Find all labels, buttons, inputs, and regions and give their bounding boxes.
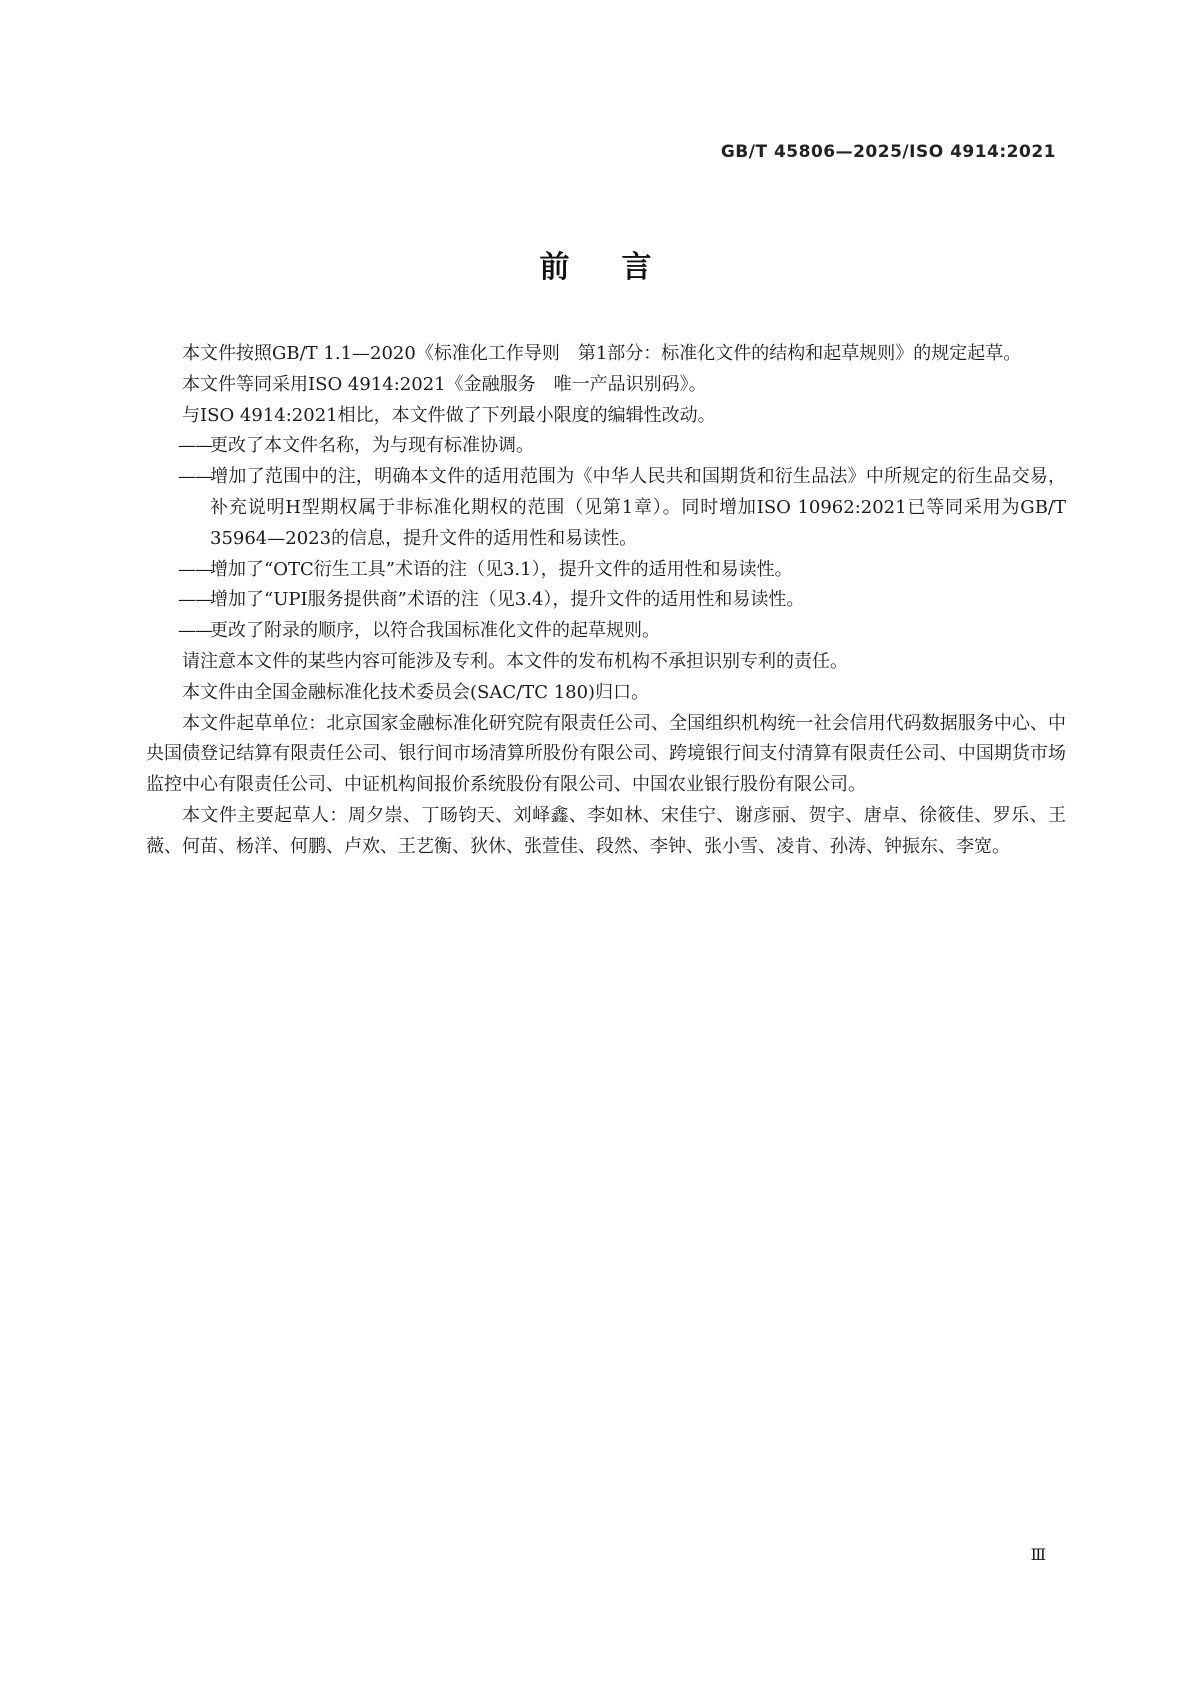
page-number: Ⅲ xyxy=(1030,1545,1046,1564)
dash-marker: —— xyxy=(178,620,212,642)
list-item xyxy=(146,616,1066,647)
paragraph: 请注意本文件的某些内容可能涉及专利。本文件的发布机构不承担识别专利的责任。 xyxy=(182,650,848,672)
paragraph: 本文件等同采用ISO 4914:2021《金融服务 唯一产品识别码》。 xyxy=(182,373,707,395)
paragraph: 本文件起草单位：北京国家金融标准化研究院有限责任公司、全国组织机构统一社会信用代码数据服务中心、中央国债登记结算有限责任公司、银行间市场清算所股份有限公司、跨境银行间支付清算有限责任公司、中国期货市场监控中心有限责任公司、中证机构间报价系统股份有限公司、中国农业银行股份有限公司。 xyxy=(146,712,1066,796)
page-title: 前言 xyxy=(539,250,704,285)
list-item-text: 增加了范围中的注，明确本文件的适用范围为《中华人民共和国期货和衍生品法》中所规定的衍生品交易，补充说明H型期权属于非标准化期权的范围（见第1章）。同时增加ISO 10962:2021已等同采用为GB/T 35964—2023的信息，提升文件的适用性和易读性。 xyxy=(210,466,1066,549)
standard-code: GB/T 45806—2025/ISO 4914:2021 xyxy=(720,142,1056,162)
document-body xyxy=(146,339,1066,863)
dash-marker: —— xyxy=(178,558,212,580)
list-item xyxy=(146,462,1066,554)
list-item-text: 更改了本文件名称，为与现有标准协调。 xyxy=(210,435,534,457)
list-item-text: 更改了附录的顺序，以符合我国标准化文件的起草规则。 xyxy=(210,620,660,642)
list-item xyxy=(146,555,1066,586)
list-item xyxy=(146,431,1066,462)
paragraph: 本文件按照GB/T 1.1—2020《标准化工作导则 第1部分：标准化文件的结构和起草规则》的规定起草。 xyxy=(182,343,1022,364)
paragraph: 本文件主要起草人：周夕崇、丁旸钧天、刘峄鑫、李如林、宋佳宁、谢彦丽、贺宇、唐卓、徐筱佳、罗乐、王薇、何苗、杨洋、何鹏、卢欢、王艺衡、狄休、张萱佳、段然、李钟、张小雪、凌肯、孙涛、钟振东、李宽。 xyxy=(146,804,1066,857)
paragraph: 与ISO 4914:2021相比，本文件做了下列最小限度的编辑性改动。 xyxy=(182,404,716,426)
list-item-text: 增加了“OTC衍生工具”术语的注（见3.1），提升文件的适用性和易读性。 xyxy=(210,558,793,580)
dash-marker: —— xyxy=(178,466,212,488)
list-item-text: 增加了“UPI服务提供商”术语的注（见3.4），提升文件的适用性和易读性。 xyxy=(210,589,805,611)
dash-marker: —— xyxy=(178,435,212,457)
list-item xyxy=(146,585,1066,616)
dash-marker: —— xyxy=(178,589,212,611)
paragraph: 本文件由全国金融标准化技术委员会(SAC/TC 180)归口。 xyxy=(182,681,650,703)
